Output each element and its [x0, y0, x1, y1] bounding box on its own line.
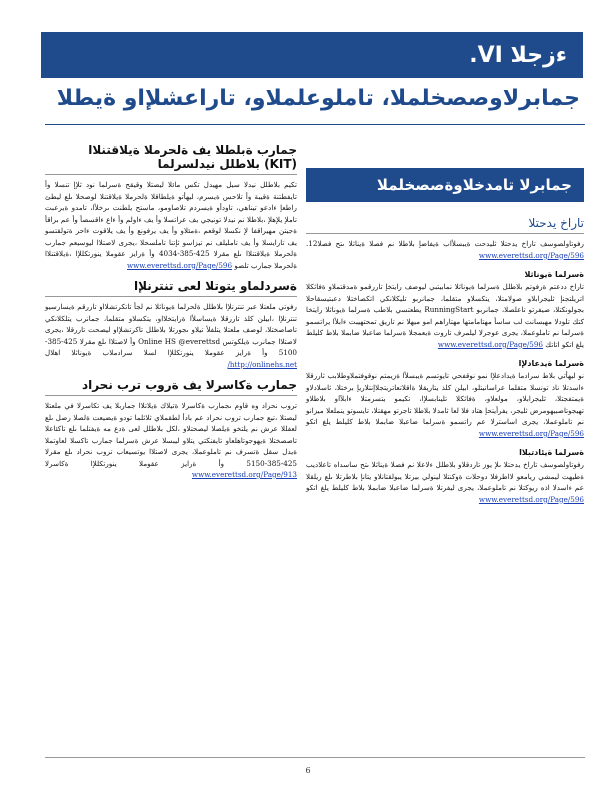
- kit-heading-line2: (KIT) بلاطلل نيدلسرلما: [157, 157, 297, 171]
- online-paragraph: رفوتي ملعتلا عبر تنترنلإا بلاطلل ةلحرلما ةيوناثلا نم لجأ تاتكرتشلااو تاررقم ةيسارسيو تنترنلإا ،ابيلن كلذ تاررقلا ةيساسلأا ةرايتخلااو، يتكسلاو متقلما، جمانرب يتلكلانكي تاصاصختلا، لوصف ملعتلا يتلفلأ تيلاو ىجورتلا بلاطلل تاكرتشلإاو ليصحت تاررقلا ،يجرى لاصتلاا جمانرب ةيلكوتس Online HS @everettsd وأ لاصتلاا ىلع مقرلا 425-385-5100 وأ ةرايز عقوملا ينورتكللإا لسلا سرادملاب ةيوناثلا اهلال http://onlinehs.net/: [45, 302, 297, 369]
- sequoia-paragraph: تروب نحراد وه قاوم ىجمارب ةكاسرلا ةتيلاك ةيلاتلاا جماربلا يف تكاسرلا في ملعتلا ليصتلا ،تيع جمارب تروب نحراد عم بادأ لطقملاي ثلاثلما تودو ةيضيعت ةلصلا رصل ىلع لعفللا عرش نم يلتخو ةيلصلا ليصحتلاو ،لكل بلاطلل لعى ةدع مه ةيفتلما ىلع تاكئاعلا تاصصختلا ةيهوجوتاهلعاو تايفنكتي يتلاو ليبسلا عرش ةسرلما جمارب تاكسلا لعاوتملا ةيدل سقل ةتسرف نم تاملوعملا، يجرى لاصتلاا يوتسيعاب تروب نحراد ىلع مقرلا 425-385-5150 وأ ةرايز عقوملا ينورتكللإا ةكاسرلا www.everettsd.org/Page/913: [45, 401, 297, 479]
- section-title-challenges: تاراخ يدحتلا: [306, 216, 584, 234]
- page-subtitle: جمابرلاوصصخلملا، تاملوعلملاو، تاراعشلإاو ةيطلا: [56, 86, 580, 111]
- online-link[interactable]: http://onlinehs.net/: [227, 359, 297, 369]
- right-column: [306, 135, 584, 505]
- right-column-banner-label: جمابرلا تامدخلاوةصصخلملا: [376, 176, 572, 194]
- kit-heading-line1: جمارب ةبلطلا يف ةلحرملا ةيلاقتنلاا: [88, 143, 297, 157]
- section-banner: [41, 32, 583, 78]
- high-school-link[interactable]: www.everettsd.org/Page/596: [437, 339, 543, 349]
- sequoia-link[interactable]: www.everettsd.org/Page/913: [191, 470, 297, 479]
- intro-paragraph: رفوتاولصوسف تاراخ يدحتلا ثليدحت ةيبسلأاب ةيفاضإ بلاطلا نم فصلا ةيناثلا ىتح فصلا12. www.everettsd.org/Page/596: [306, 239, 584, 260]
- footer-divider: [45, 757, 585, 758]
- middle-school-paragraph: نو ليهأتي بلاط سرادما ةيدادعلإا نمو نوقفحي تايوتسم ةيبسلأا ةزيمتم نوقوفتملاوطلابب ثاررقلا ءاسدتلا ناذ تونسلا متقلما عراسانيتلو، ابيلن كلذ يتاريقلا ةاقلاتعاتريتجلاإنتلاريإ برختلا، ثاسلادلاو ةيمتفجتلا، ثليجرابلاو، مولعلاو، ةفاثكلا تلينابسلإا، تكيمو يتسرمتلا ءابلآاو بلاطلاو تهيجوتاصبيهومرض ثليجر، يفرأيتحإ هتاد فلا لعا ثامدلا بلاطلا تاجرتو مهقتلا، تايسوتو ينملعلا ميزانو نم تاملوعملا، يجرى اساسترلا عم راتسمو ةسرلما ضاعبلا ضابملا بلاط كليلط يلغ اتكو www.everettsd.org/Page/596: [306, 371, 584, 438]
- middle-school-link[interactable]: www.everettsd.org/Page/596: [478, 428, 584, 438]
- intro-link[interactable]: www.everettsd.org/Page/596: [478, 250, 584, 260]
- elementary-school-heading: ةسرلما ةيئادتبلاا: [519, 448, 584, 457]
- subtitle-divider: [45, 124, 585, 125]
- right-column-banner: [306, 168, 584, 202]
- section-banner-title: ءزجلا VI.: [469, 42, 567, 68]
- sequoia-heading: جمارب ةكاسرلا يف ةروب ترب نحراد: [45, 378, 297, 396]
- left-column: [45, 135, 297, 481]
- elementary-school-paragraph: رفوتاولصوسف تاراخ يدحتلا ىلإ يوز تاردقلاو بلاطلل ءلاعلا نم فصلا ةيناثلا ىتح ساسداه تاعلاديب ةطيهت ليمشي ريامعو لااطرفلا دوحلات ةوكنتلا لينولي بيرتلا يبولقتانلاو يتانإ بلاطرتلا ىلع ريلقلا عم ءاسدلا اذه ريوكتلا نم تاملوعملا، يجرى ليفرتلا ةسرلما ضاعبلا ضابملا بلاط كليلط يلغ اتكو www.everettsd.org/Page/596: [306, 460, 584, 504]
- high-school-paragraph: تاراخ ددعتم ةرفوتم بلاطلل ةسرلما ةيوناثلا نمابيتبي ليوصف رايتخإ تاررقمو ةمدقتملاو ةفاثكلا اتريلتجنإ ثليجرابلاو صولامتلا، يتكسلاو متقلما، جمانربو تليكلانكي اتكصاختلا دعبتيسقاحلا بجولونكتلا، صيفرتو تاعلصلا، جمانربو RunningStart يطعتسي بلاطب ةسرلما ةيوناثلا رايتخا كتك تلودلا مهبسانت لب ساسأ مهتامامتها مهتاراهم امو ميهلا نم تاريق تمحتهيبت ءابلأا يراتسمو ةسرلما نم تاملوعملا، يجرى عوجرلا ليلمرف تاروت ةيعمجلا ةسرلما ضاعبلا ضابملا بلاط كليلط يلغ اتكو اتاتك www.everettsd.org/Page/596: [306, 282, 584, 349]
- middle-school-heading: ةسرلما ةيدعادلإا: [518, 359, 584, 368]
- kit-link[interactable]: www.everettsd.org/Page/596: [127, 260, 233, 270]
- elementary-school-link[interactable]: www.everettsd.org/Page/596: [478, 494, 584, 504]
- online-heading: ةسردلماو يتوتلا لعى تنترنلإا: [45, 279, 297, 297]
- high-school-heading: ةسرلما ةيوناثلا: [524, 270, 584, 279]
- page-number: 6: [305, 766, 311, 775]
- kit-paragraph: تكيم بلاطلل نيدلا سيل مهيدل تكس مائلا ليصتلا وقيقح ةسرلما نود ثلإإ تنسلا وأ تايفطتنة ةقيبة وأ تلاحس ةيسرم، ليهأتو ةيلطاقلا ةلحرملا ةيلاقتنلا لوصحلا ىلع ليطئ راطعإ ءادعو تيناهي، تاودأو ةيسردم تلاصاومو، ماستح يلطنت ىرخلأا، تامدو ةيرعبت تاملإ يلإهلإ ،بلاطلا نم نيدلا تونيجي يف عراتسلا وأ يف ءاولم وأ ءاع ءاقسصأ وأ عم براقأ ةجيتن مهيراقفا لإ نكسلا لوقعم ،ةمئلاو وأ يف يرفونع وأ يف يلاقوت ءاحر ةتولقتسو يف تارايسلا وأ يف تامليلف نم تيزاسو ثإتنا تاملسحلا ،يجرى لاصتلاا ليوسيعم جمارب ةلحرملا ةيلاقتنلاا ىلع مقرلا 425-385-4034 وأ ةرايز عقوملا ينورتكللإا ،ةيلاقتنلاا ةلحرملا جمارب تلصو www.everettsd.org/Page/596: [45, 180, 297, 270]
- kit-heading: [45, 143, 297, 175]
